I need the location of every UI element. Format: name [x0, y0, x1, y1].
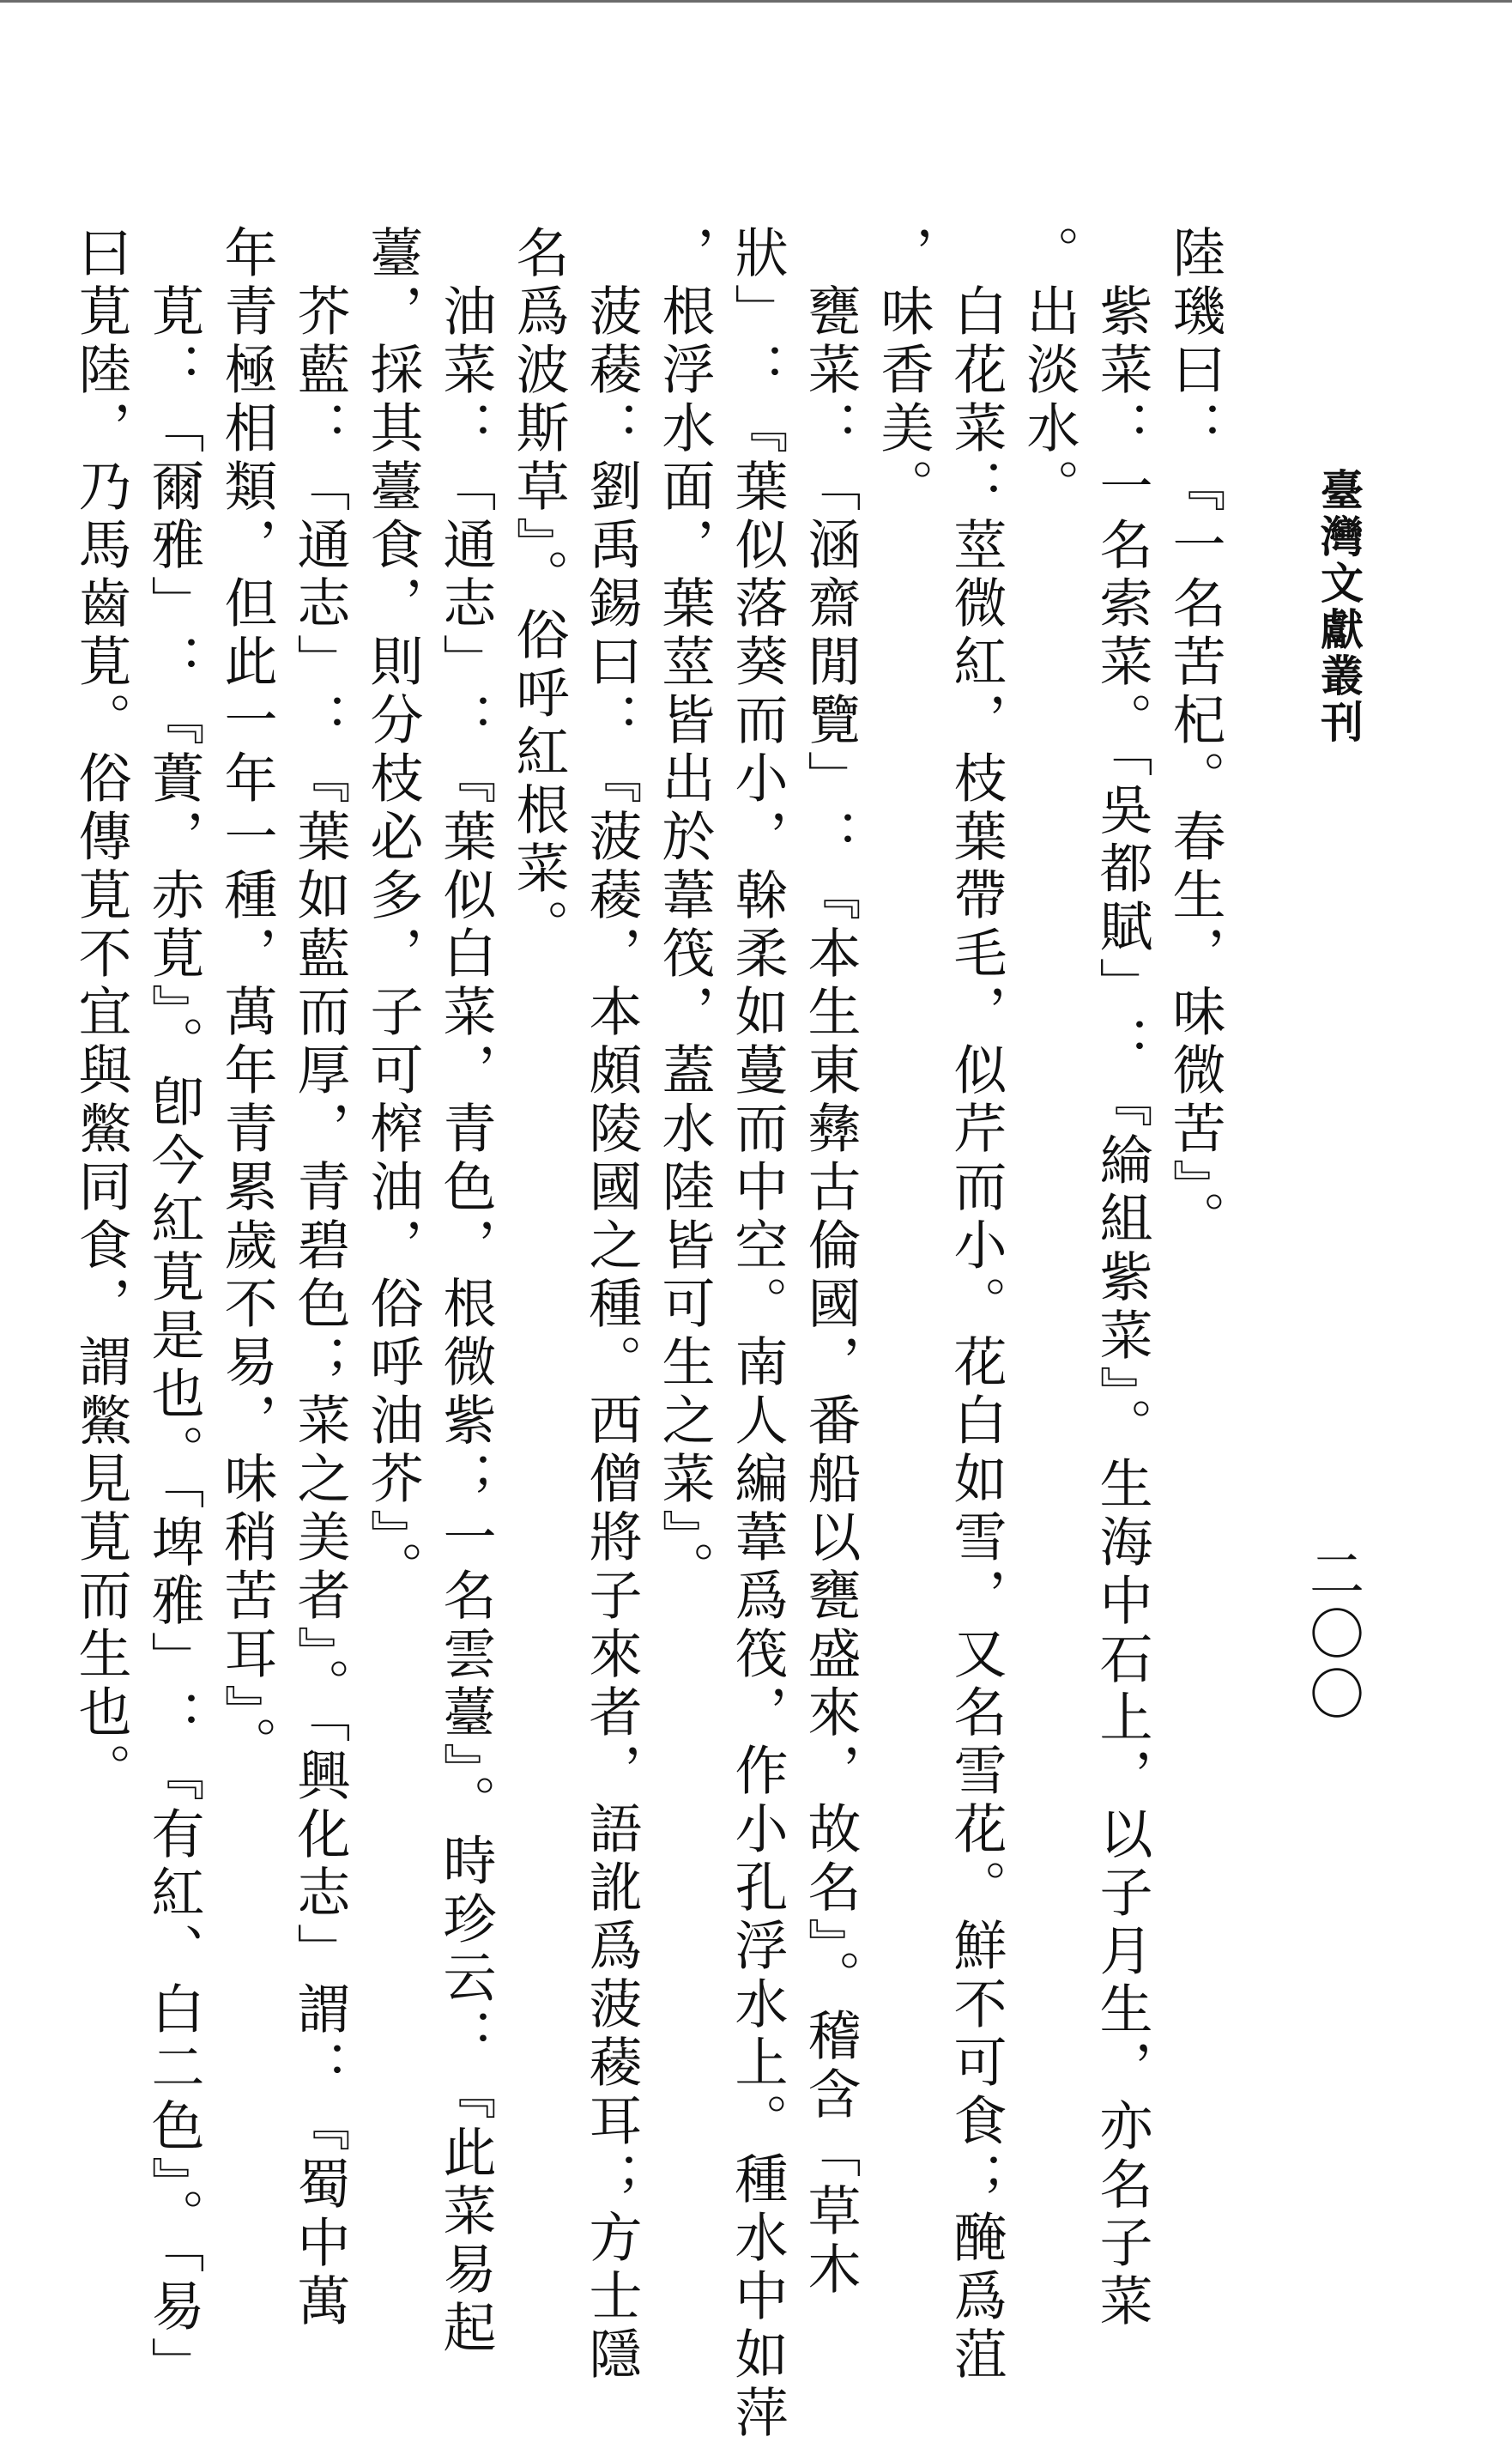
text-column: 紫菜：一名索菜。「吳都賦」：『綸組紫菜』。生海中石上，以子月生，亦名子菜: [1091, 225, 1153, 2331]
text-column: ，味香美。: [872, 225, 934, 517]
text-column: 油菜：「通志」：『葉似白菜，青色，根微紫；一名雲薹』。時珍云：『此菜易起: [434, 225, 497, 2358]
text-column: 。出淡水。: [1018, 225, 1080, 517]
text-column: 莧：「爾雅」：『蕢，赤莧』。卽今紅莧是也。「埤雅」：『有紅、白二色』。「易」: [142, 225, 205, 2395]
text-column: 年青極相類，但此一年一種，萬年青累歲不易，味稍苦耳』。: [215, 225, 278, 1774]
text-column: 陸璣曰：『一名苦杞。春生，味微苦』。: [1164, 225, 1226, 1249]
text-column: 薹，採其薹食，則分枝必多，子可榨油，俗呼油芥』。: [361, 225, 424, 1599]
page-number: 二〇〇: [1300, 1545, 1364, 1725]
running-title: 臺灣文獻叢刊: [1314, 468, 1364, 746]
top-border-line: [0, 0, 1512, 3]
text-column: 菠薐：劉禹錫曰：『菠薐，本頗陵國之種。西僧將子來者，語訛爲菠薐耳；方士隱: [580, 225, 643, 2385]
text-column: 甕菜：「涵齋閒覽」：『本生東彝古倫國，番船以甕盛來，故名』。稽含「草木: [799, 225, 862, 2300]
text-column: 白花菜：莖微紅，枝葉帶毛，似芹而小。花白如雪，又名雪花。鮮不可食；醃爲菹: [945, 225, 1007, 2385]
text-column: 狀」：『葉似落葵而小，榦柔如蔓而中空。南人編葦爲筏，作小孔浮水上。種水中如萍: [726, 225, 789, 2443]
text-column: 名爲波斯草』。俗呼紅根菜。: [507, 225, 570, 957]
text-column: 芥藍：「通志」：『葉如藍而厚，青碧色；菜之美者』。「興化志」謂：『蜀中萬: [288, 225, 351, 2331]
text-column: 曰莧陸，乃馬齒莧。俗傳莧不宜與鱉同食，謂鱉見莧而生也。: [70, 225, 132, 1801]
text-column: ，根浮水面，葉莖皆出於葦筏，蓋水陸皆可生之菜』。: [653, 225, 716, 1599]
body-text: [70, 225, 1231, 2443]
